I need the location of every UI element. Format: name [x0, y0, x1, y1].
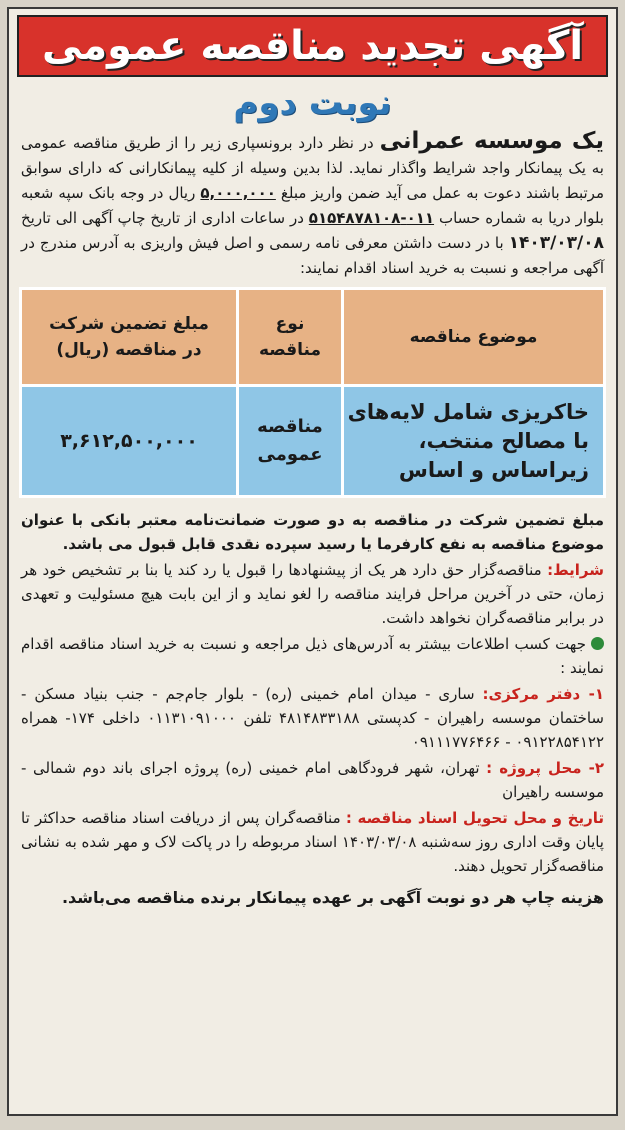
header-subject: موضوع مناقصه — [343, 289, 605, 386]
intro-text-2: ریال در وجه بانک سپه شعبه بلوار دریا به شماره حساب — [21, 184, 604, 227]
terms-section — [9, 498, 616, 878]
delivery-label: تاریخ و محل تحویل اسناد مناقصه : — [345, 809, 604, 827]
delivery-text: مناقصه‌گران پس از دریافت اسناد مناقصه حداکثر تا پایان وقت اداری روز سه‌شنبه ۱۴۰۳/۰۳/۰۸ اسناد مربوطه را در پاکت لاک و مهر شده به نشانی مناقصه‌گزار تحویل دهند. — [21, 809, 604, 875]
cell-subject: خاکریزی شامل لایه‌های با مصالح منتخب، زیراساس و اساس — [343, 386, 605, 497]
hq-text: ساری - میدان امام خمینی (ره) - بلوار جام‌جم - جنب بنیاد مسکن - ساختمان موسسه راهیران - کدپستی ۴۸۱۴۸۳۳۱۸۸ تلفن ۰۱۱۳۱۰۹۱۰۰۰ داخلی ۱۷۴- همراه ۰۹۱۲۲۸۵۴۱۲۲ - ۰۹۱۱۱۷۷۶۴۶۶ — [21, 685, 605, 751]
project-label: ۲- محل پروژه : — [486, 759, 604, 777]
footer-note: هزینه چاپ هر دو نوبت آگهی بر عهده پیمانکار برنده مناقصه می‌باشد. — [61, 888, 604, 907]
intro-text-4: با در دست داشتن معرفی نامه رسمی و اصل فیش واریزی به آدرس مندرج در آگهی مراجعه و نسبت به خرید اسناد اقدام نمایند: — [21, 234, 604, 277]
account-number: ۰۱۱-۵۱۵۴۸۷۸۱۰۸ — [308, 209, 435, 227]
organization-name: یک موسسه عمرانی — [379, 128, 605, 154]
advertisement-page — [7, 7, 618, 1116]
project-paragraph — [21, 756, 604, 804]
tender-table — [19, 287, 606, 498]
project-text: تهران، شهر فرودگاهی امام خمینی (ره) پروژه اجرای باند دوم شمالی - موسسه راهیران — [21, 759, 604, 801]
info-note-paragraph — [21, 632, 604, 680]
table-row — [21, 386, 605, 497]
intro-paragraph — [9, 125, 616, 281]
conditions-text: مناقصه‌گزار حق دارد هر یک از پیشنهادها را قبول یا رد کند یا بنا بر تشخیص خود هر زمان، حتی در آخرین مراحل فرایند مناقصه را لغو نماید و از این بابت هیچ مسئولیت و تعهدی در برابر مناقصه‌گران نخواهد داشت. — [21, 561, 604, 627]
conditions-label: شرایط: — [547, 561, 604, 579]
deposit-amount: ۵,۰۰۰,۰۰۰ — [200, 184, 276, 202]
hq-label: ۱- دفتر مرکزی: — [482, 685, 604, 703]
cell-guarantee-amount: ۳,۶۱۲,۵۰۰,۰۰۰ — [21, 386, 238, 497]
intro-text-3: در ساعات اداری از تاریخ چاپ آگهی الی تاریخ — [21, 209, 309, 227]
hq-paragraph — [21, 682, 604, 754]
guarantee-note: مبلغ تضمین شرکت در مناقصه به دو صورت ضمانت‌نامه معتبر بانکی با عنوان موضوع مناقصه به نفع کارفرما یا رسید سپرده نقدی قابل قبول می باشد. — [21, 511, 604, 553]
header-type: نوع مناقصه — [238, 289, 343, 386]
cell-type: مناقصه عمومی — [238, 386, 343, 497]
round-subtitle: نوبت دوم — [233, 83, 392, 123]
intro-text-1: در نظر دارد برونسپاری زیر را از طریق مناقصه عمومی به یک پیمانکار واجد شرایط واگذار نماید. لذا بدین وسیله از کلیه پیمانکارانی که دارای سوابق مرتبط باشند دعوت به عمل می آید ضمن واریز مبلغ — [21, 134, 604, 202]
table-header-row — [21, 289, 605, 386]
conditions-paragraph — [21, 558, 604, 630]
info-note: جهت کسب اطلاعات بیشتر به آدرس‌های ذیل مراجعه و نسبت به خرید اسناد مناقصه اقدام نمایند : — [21, 635, 604, 677]
bullet-dot-icon — [591, 637, 604, 650]
title-banner — [17, 15, 608, 77]
deadline-date: ۱۴۰۳/۰۳/۰۸ — [508, 233, 604, 253]
delivery-paragraph — [21, 806, 604, 878]
header-guarantee: مبلغ تضمین شرکت در مناقصه (ریال) — [21, 289, 238, 386]
banner-title: آگهی تجدید مناقصه عمومی — [41, 23, 584, 69]
